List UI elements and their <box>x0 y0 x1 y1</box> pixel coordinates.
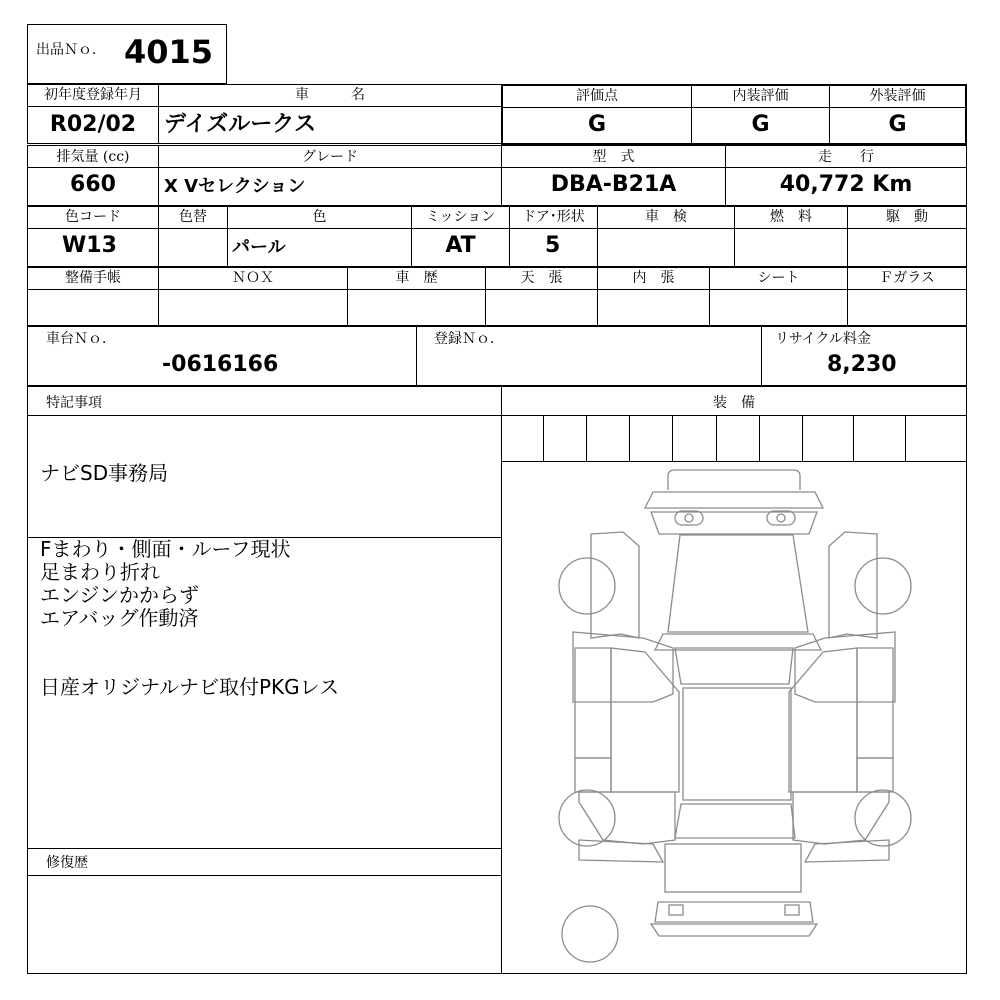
equipment-box-3[interactable] <box>629 415 630 462</box>
cell-ceiling-value <box>485 289 598 326</box>
mileage-label: 走 行 <box>818 149 874 165</box>
right-rear-wheel <box>855 790 911 846</box>
cell-drive-value <box>847 228 967 267</box>
recycle-value: 8,230 <box>827 352 897 377</box>
hood-panel <box>668 535 808 632</box>
cell-interior-trim-value <box>597 289 710 326</box>
car-name-label: 車 名 <box>295 87 365 103</box>
note-line-6: 日産オリジナルナビ取付PKGレス <box>40 675 340 699</box>
equipment-label: 装 備 <box>713 395 755 411</box>
nox-label: ＮＯＸ <box>232 270 274 286</box>
front-right-lamp <box>767 511 795 525</box>
mileage-value: 40,772 Km <box>779 172 913 197</box>
right-rear-door <box>789 648 857 792</box>
front-left-lamp-inner <box>685 514 693 522</box>
color-code-value: W13 <box>62 233 117 258</box>
front-bumper-outline <box>668 470 800 490</box>
equipment-box-7[interactable] <box>802 415 803 462</box>
history-label: 車 歴 <box>395 270 438 286</box>
model-value: DBA-B21A <box>550 172 677 197</box>
rear-right-lamp <box>785 905 799 915</box>
grade-value: X Vセレクション <box>164 176 306 197</box>
equipment-box-4[interactable] <box>672 415 673 462</box>
cell-fuel-value <box>734 228 848 267</box>
note-line-1: ナビSD事務局 <box>40 461 169 485</box>
equipment-box-8[interactable] <box>853 415 854 462</box>
right-rear-quarter <box>793 792 889 844</box>
exterior-value: G <box>888 112 907 137</box>
color-code-label: 色コード <box>65 209 121 225</box>
lot-number: 4015 <box>124 33 214 71</box>
note-line-4: エンジンかからず <box>40 583 199 607</box>
repair-header-divider <box>27 875 502 876</box>
ceiling-label: 天 張 <box>520 270 563 286</box>
roof-panel <box>683 688 791 800</box>
cell-history-value <box>347 289 486 326</box>
cell-fglass-value <box>847 289 967 326</box>
right-sill-front <box>857 758 893 792</box>
first-reg-label: 初年度登録年月 <box>44 87 142 103</box>
equipment-box-9[interactable] <box>905 415 906 462</box>
seat-label: シート <box>757 270 800 286</box>
interior-label: 内装評価 <box>732 88 789 104</box>
tailgate <box>665 844 801 892</box>
front-bumper <box>645 492 823 508</box>
chassis-label: 車台Ｎｏ． <box>46 331 116 347</box>
rear-bumper-lower <box>651 924 817 936</box>
left-rear-door <box>611 648 679 792</box>
model-label: 型 式 <box>592 149 635 165</box>
cell-service-book-value <box>27 289 159 326</box>
left-sill-front <box>575 758 611 792</box>
transmission-label: ミッション <box>425 209 496 225</box>
equipment-box-2[interactable] <box>586 415 587 462</box>
right-front-door <box>857 648 893 758</box>
interior-trim-label: 内 張 <box>632 270 675 286</box>
cell-repaint-value <box>158 228 228 267</box>
fglass-label: Ｆガラス <box>879 270 935 286</box>
score-value: G <box>587 112 607 137</box>
door-value: 5 <box>545 233 561 258</box>
notes-header-divider <box>27 415 502 416</box>
score-label: 評価点 <box>576 88 618 104</box>
equipment-box-1[interactable] <box>543 415 544 462</box>
inspection-label: 車 検 <box>645 209 687 225</box>
note-line-5: エアバッグ作動済 <box>40 606 199 630</box>
repair-label: 修復歴 <box>46 855 88 871</box>
chassis-value: -0616166 <box>162 352 279 377</box>
cell-nox-value <box>158 289 348 326</box>
cell-seat-value <box>709 289 848 326</box>
front-left-lamp <box>675 511 703 525</box>
drive-label: 駆 動 <box>886 209 928 225</box>
first-reg-value: R02/02 <box>49 112 137 137</box>
spare-wheel <box>562 906 618 962</box>
right-rear-fender <box>805 840 889 862</box>
rear-left-lamp <box>669 905 683 915</box>
transmission-value: AT <box>445 233 476 258</box>
door-label: ドア･形状 <box>522 209 585 225</box>
car-body-diagram <box>503 462 965 972</box>
displacement-label: 排気量 (cc) <box>56 149 130 165</box>
left-rear-fender <box>579 840 663 862</box>
left-rear-quarter <box>579 792 675 844</box>
right-front-wheel <box>855 558 911 614</box>
repair-divider <box>27 848 502 849</box>
right-front-fender <box>829 532 877 638</box>
left-front-wheel <box>559 558 615 614</box>
equipment-header-divider <box>501 415 967 416</box>
color-label: 色 <box>312 209 327 225</box>
lot-number-label: 出品Ｎｏ． <box>36 42 106 58</box>
recycle-label: リサイクル料金 <box>775 331 872 347</box>
notes-label: 特記事項 <box>46 395 102 411</box>
equipment-box-6[interactable] <box>759 415 760 462</box>
equipment-box-5[interactable] <box>716 415 717 462</box>
car-name-value: デイズルークス <box>164 112 317 137</box>
displacement-value: 660 <box>70 172 116 197</box>
left-rear-wheel <box>559 790 615 846</box>
note-line-2: Fまわり・側面・ルーフ現状 <box>40 537 291 561</box>
registration-label: 登録Ｎｏ． <box>434 331 504 347</box>
front-right-lamp-inner <box>777 514 785 522</box>
cell-inspection-value <box>597 228 735 267</box>
fuel-label: 燃 料 <box>770 209 812 225</box>
grade-label: グレード <box>302 149 358 165</box>
interior-value: G <box>751 112 770 137</box>
color-value: パール <box>232 237 286 258</box>
left-front-door <box>575 648 611 758</box>
rear-window <box>675 804 795 838</box>
repaint-label: 色替 <box>179 209 207 225</box>
service-book-label: 整備手帳 <box>65 270 121 286</box>
exterior-label: 外装評価 <box>869 88 926 104</box>
note-line-3: 足まわり折れ <box>40 560 160 584</box>
windshield <box>675 648 793 684</box>
